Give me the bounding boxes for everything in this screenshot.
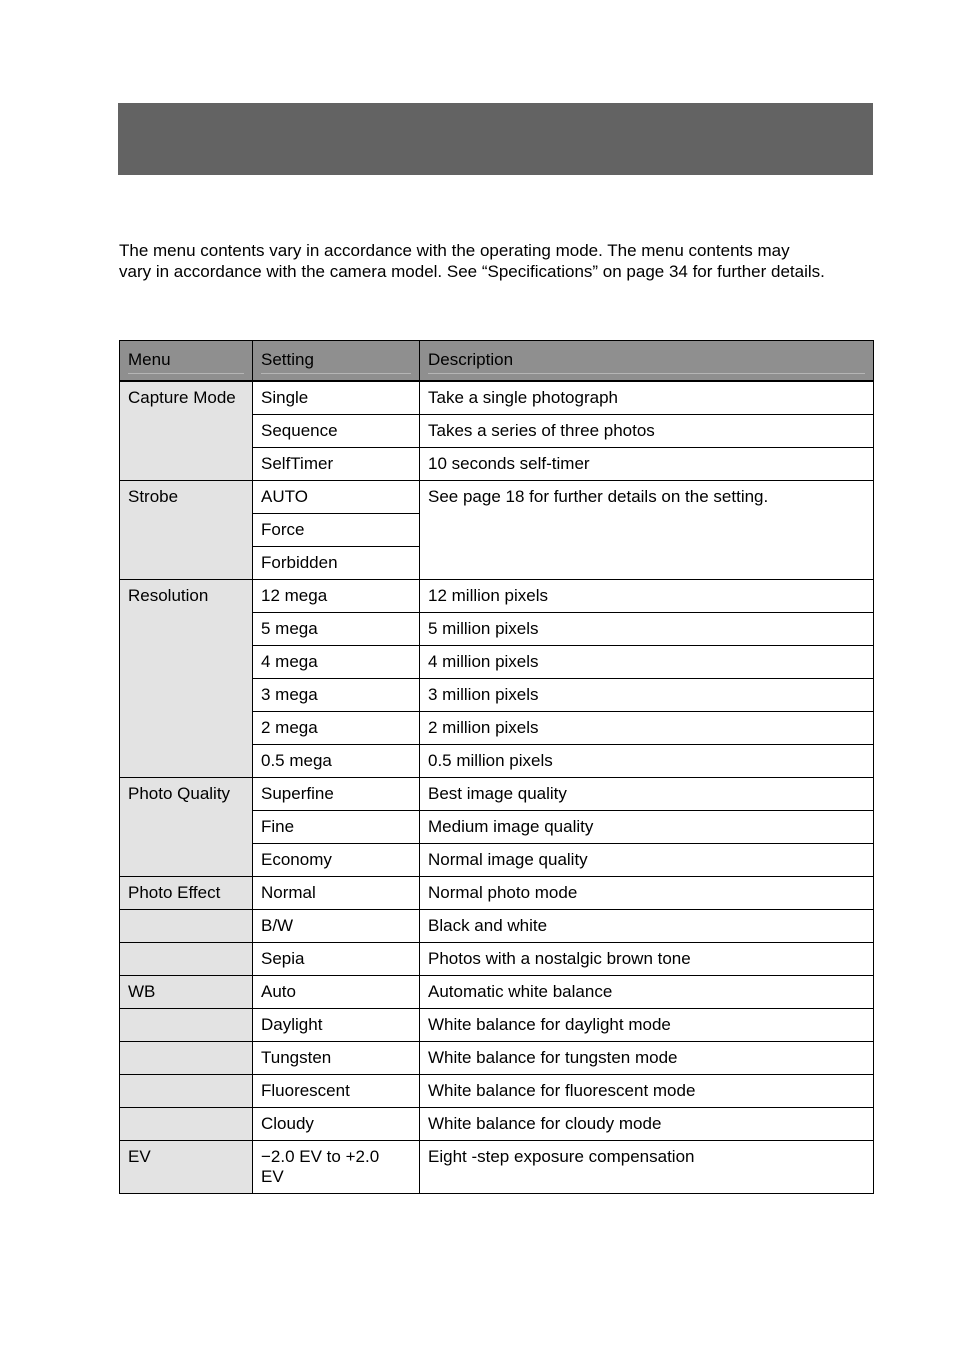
intro-line-2: vary in accordance with the camera model. See “Specifications” on page 34 for further details. [119, 262, 825, 281]
description-cell: Medium image quality [420, 811, 874, 844]
description-cell: 4 million pixels [420, 646, 874, 679]
menu-cell-empty [120, 1075, 253, 1108]
description-cell: Automatic white balance [420, 976, 874, 1009]
setting-cell-ev [253, 1141, 420, 1194]
description-cell: Black and white [420, 910, 874, 943]
description-cell: Eight -step exposure compensation [420, 1141, 874, 1194]
setting-cell: Single [253, 381, 420, 415]
ev-setting-line-1: −2.0 EV to +2.0 [261, 1147, 380, 1166]
menu-cell-empty [120, 910, 253, 943]
setting-cell: 0.5 mega [253, 745, 420, 778]
menu-cell-empty [120, 1009, 253, 1042]
setting-cell: Force [253, 514, 420, 547]
setting-cell: 3 mega [253, 679, 420, 712]
table-row [120, 877, 874, 910]
menu-cell-capture-mode: Capture Mode [120, 381, 253, 481]
description-cell: Best image quality [420, 778, 874, 811]
description-cell: Photos with a nostalgic brown tone [420, 943, 874, 976]
table-row [120, 943, 874, 976]
menu-cell-strobe: Strobe [120, 481, 253, 580]
menu-cell-empty [120, 1042, 253, 1075]
setting-cell: Cloudy [253, 1108, 420, 1141]
description-cell: 12 million pixels [420, 580, 874, 613]
intro-line-1: The menu contents vary in accordance with the operating mode. The menu contents may [119, 241, 790, 260]
table-row [120, 778, 874, 811]
setting-cell: Sepia [253, 943, 420, 976]
header-menu: Menu [120, 341, 253, 382]
setting-cell: Daylight [253, 1009, 420, 1042]
description-cell: Normal photo mode [420, 877, 874, 910]
setting-cell: Fluorescent [253, 1075, 420, 1108]
description-cell: 3 million pixels [420, 679, 874, 712]
menu-cell-wb: WB [120, 976, 253, 1009]
table-row [120, 910, 874, 943]
table-row [120, 1108, 874, 1141]
description-cell: 5 million pixels [420, 613, 874, 646]
table-row [120, 1141, 874, 1194]
description-cell-strobe: See page 18 for further details on the setting. [420, 481, 874, 580]
chapter-header-bar [118, 103, 873, 175]
setting-cell: Superfine [253, 778, 420, 811]
table-row [120, 1009, 874, 1042]
setting-cell: Sequence [253, 415, 420, 448]
description-cell: Normal image quality [420, 844, 874, 877]
table-row [120, 1075, 874, 1108]
menu-cell-resolution: Resolution [120, 580, 253, 778]
setting-cell: Economy [253, 844, 420, 877]
menu-cell-photo-quality: Photo Quality [120, 778, 253, 877]
menu-cell-photo-effect: Photo Effect [120, 877, 253, 910]
setting-cell: 5 mega [253, 613, 420, 646]
description-cell: White balance for tungsten mode [420, 1042, 874, 1075]
table-row [120, 976, 874, 1009]
setting-cell: Forbidden [253, 547, 420, 580]
description-cell: 0.5 million pixels [420, 745, 874, 778]
setting-cell: 4 mega [253, 646, 420, 679]
setting-cell: Auto [253, 976, 420, 1009]
header-setting: Setting [253, 341, 420, 382]
setting-cell: 2 mega [253, 712, 420, 745]
setting-cell: SelfTimer [253, 448, 420, 481]
setting-cell: Tungsten [253, 1042, 420, 1075]
table-row [120, 1042, 874, 1075]
menu-cell-empty [120, 1108, 253, 1141]
setting-cell: Normal [253, 877, 420, 910]
menu-cell-ev: EV [120, 1141, 253, 1194]
table-header-row [120, 341, 874, 382]
header-description: Description [420, 341, 874, 382]
menu-cell-empty [120, 943, 253, 976]
table-row [120, 381, 874, 415]
description-cell: White balance for daylight mode [420, 1009, 874, 1042]
setting-cell: B/W [253, 910, 420, 943]
table-row [120, 481, 874, 514]
setting-cell: AUTO [253, 481, 420, 514]
description-cell: Take a single photograph [420, 381, 874, 415]
menu-settings-table [119, 340, 874, 1194]
description-cell: 10 seconds self-timer [420, 448, 874, 481]
intro-paragraph [119, 240, 919, 282]
setting-cell: 12 mega [253, 580, 420, 613]
ev-setting-line-2: EV [261, 1167, 284, 1186]
description-cell: White balance for fluorescent mode [420, 1075, 874, 1108]
table-row [120, 580, 874, 613]
description-cell: White balance for cloudy mode [420, 1108, 874, 1141]
description-cell: 2 million pixels [420, 712, 874, 745]
description-cell: Takes a series of three photos [420, 415, 874, 448]
setting-cell: Fine [253, 811, 420, 844]
